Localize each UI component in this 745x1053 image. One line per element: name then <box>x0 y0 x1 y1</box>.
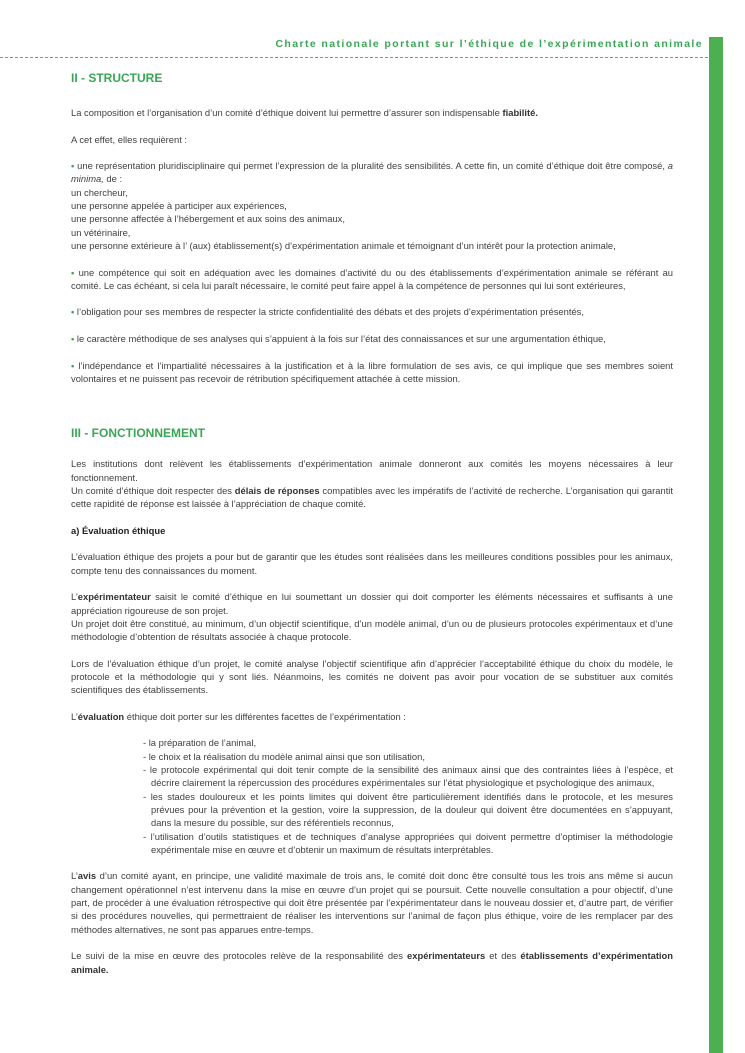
list-item: - le protocole expérimental qui doit tenir compte de la sensibilité des animaux ainsi que des contraintes liées à l’espèce, et décrire clairement la répercussion des procédures expérimentales sur l’état physiologique et psychologique des animaux, <box>143 764 673 789</box>
running-header-title: Charte nationale portant sur l’éthique de l’expérimentation animale <box>275 38 703 50</box>
facets-list <box>71 736 673 856</box>
list-item: - l’utilisation d’outils statistiques et de techniques d’analyse appropriées qui doivent permettre d’optimiser la méthodologie expérimentale mise en œuvre et d’obtenir un maximum de résultats interprétables. <box>143 830 673 855</box>
emphasis-etablissements: établissements d’expérimentation animale. <box>71 950 673 975</box>
bullet-icon: • <box>71 333 75 345</box>
emphasis-fiabilite: fiabilité. <box>502 107 538 118</box>
bullet-icon: • <box>71 306 75 318</box>
green-side-bar <box>709 37 723 1053</box>
structure-intro <box>71 106 673 119</box>
bullet-text: une compétence qui soit en adéquation avec les domaines d’activité du ou des établissements d’expérimentation animale se référant au comité. Le cas échéant, si cela lui paraît nécessaire, le comité peut faire appel à la compétence de personnes qui lui sont extérieures, <box>71 266 673 291</box>
member-line: une personne extérieure à l’ (aux) établissement(s) d’expérimentation animale et témoignant d’un intérêt pour la protection animale, <box>71 239 616 251</box>
structure-effect: A cet effet, elles requièrent : <box>71 133 188 145</box>
paragraph-text: Un comité d’éthique doit respecter des <box>71 484 235 496</box>
paragraph-text: d’un comité ayant, en principe, une validité maximale de trois ans, le comité doit donc être consulté tous les trois ans même si aucun changement opérationnel n’est intervenu dans la mise en œuvre d’un projet qui se poursuit. Cette nouvelle consultation a pour objectif, d’une part, de procéder à une évaluation rétrospective qui doit être présentée par l’expérimentateur dans le nouveau dossier et, d’autre part, de vérifier si des procédures nouvelles, qui permettraient de réaliser les interventions sur l’animal de façon plus éthique, voire de les remplacer par des méthodes alternatives, ne sont pas apparues entre-temps. <box>71 870 673 935</box>
fonctionnement-p8 <box>71 869 673 935</box>
fonctionnement-p1: Les institutions dont relèvent les établissements d’expérimentation animale donneront aux comités les moyens nécessaires à leur fonctionnement. <box>71 458 673 483</box>
fonctionnement-p7 <box>71 710 673 723</box>
fonctionnement-p4 <box>71 590 673 617</box>
emphasis-delais: délais de réponses <box>234 484 320 496</box>
bullet-text: une représentation pluridisciplinaire qui permet l’expression de la pluralité des sensibilités. A cette fin, un comité d’éthique doit être composé, <box>74 160 668 172</box>
paragraph-text: éthique doit porter sur les différentes facettes de l’expérimentation : <box>124 710 406 722</box>
member-line: une personne affectée à l’hébergement et aux soins des animaux, <box>71 213 345 225</box>
list-item: - la préparation de l’animal, <box>143 737 257 749</box>
paragraph-text: L’ <box>71 870 78 882</box>
bullet-text: l’obligation pour ses membres de respecter la stricte confidentialité des débats et des projets d’expérimentation présentés, <box>74 306 584 318</box>
emphasis-avis: avis <box>77 870 97 882</box>
list-item: - les stades douloureux et les points limites qui doivent être particulièrement identifiés dans le protocole, et les mesures prévues pour la prévention et la gestion, voire la suppression, de la douleur qui doivent être documentées en s’appuyant, dans la mesure du possible, sur des référentiels reconnus, <box>143 790 673 829</box>
bullet-pluridisciplinaire <box>71 159 673 186</box>
list-item: - le choix et la réalisation du modèle animal ainsi que son utilisation, <box>143 750 425 762</box>
fonctionnement-p6: Lors de l’évaluation éthique d’un projet, le comité analyse l’objectif scientifique afin d’apprécier l’acceptabilité éthique du choix du modèle, le protocole et la méthodologie qui y sont liés. Néanmoins, les comités ne doivent pas avoir pour vocation de se substituer aux comités scientifiques des établissements. <box>71 657 673 696</box>
paragraph-text: L’ <box>71 591 78 603</box>
member-line: un chercheur, <box>71 186 128 198</box>
bullet-methodique <box>71 332 673 345</box>
paragraph-text: et des <box>485 950 521 962</box>
bullet-icon: • <box>71 266 75 278</box>
emphasis-a-minima: a minima, <box>71 160 673 185</box>
header-dashed-rule <box>0 57 708 58</box>
bullet-text: de : <box>103 173 123 185</box>
bullet-confidentialite <box>71 305 673 318</box>
fonctionnement-p5: Un projet doit être constitué, au minimum, d’un objectif scientifique, d’un modèle animal, d’un ou de plusieurs protocoles expérimentaux et d’une méthodologie d’obtention de résultats associée à chaque protocole. <box>71 617 673 643</box>
member-line: un vétérinaire, <box>71 226 131 238</box>
section-heading-fonctionnement: III - FONCTIONNEMENT <box>71 426 205 441</box>
section-heading-structure: II - STRUCTURE <box>71 71 163 85</box>
bullet-competence <box>71 266 673 293</box>
fonctionnement-p9 <box>71 949 673 976</box>
bullet-text: l’indépendance et l’impartialité nécessaires à la justification et à la libre formulation de ses avis, ce qui implique que ses membres soient volontaires et ne puissent pas recevoir de rétribution spécifiquement attachée à cette mission. <box>71 359 673 384</box>
emphasis-experimentateurs: expérimentateurs <box>407 950 486 962</box>
paragraph-text: compatibles avec les impératifs de l’activité de recherche. L’organisation qui garantit cette rapidité de réponse est laissée à l’appréciation de chaque comité. <box>71 484 673 510</box>
paragraph-text: saisit le comité d’éthique en lui soumettant un dossier qui doit comporter les éléments nécessaires et suffisants à une appréciation rigoureuse de son projet. <box>71 591 673 616</box>
member-line: une personne appelée à participer aux expériences, <box>71 200 287 212</box>
structure-intro-text: La composition et l’organisation d’un comité d’éthique doivent lui permettre d’assurer son indispensable <box>71 107 503 118</box>
emphasis-evaluation: évaluation <box>77 710 125 722</box>
emphasis-experimentateur: expérimentateur <box>77 591 151 603</box>
page-content <box>71 70 673 989</box>
bullet-icon: • <box>71 160 75 172</box>
paragraph-text: Le suivi de la mise en œuvre des protocoles relève de la responsabilité des <box>71 950 408 962</box>
bullet-icon: • <box>71 359 75 371</box>
paragraph-text: L’ <box>71 710 78 722</box>
bullet-text: le caractère méthodique de ses analyses qui s’appuient à la fois sur l’état des connaissances et sur une argumentation éthique, <box>74 333 606 345</box>
bullet-independance <box>71 359 673 386</box>
subheading-evaluation-ethique: a) Évaluation éthique <box>71 524 166 536</box>
fonctionnement-p2 <box>71 484 673 511</box>
fonctionnement-p3: L’évaluation éthique des projets a pour but de garantir que les études sont réalisées dans les meilleures conditions possibles pour les animaux, compte tenu des connaissances du moment. <box>71 551 673 576</box>
